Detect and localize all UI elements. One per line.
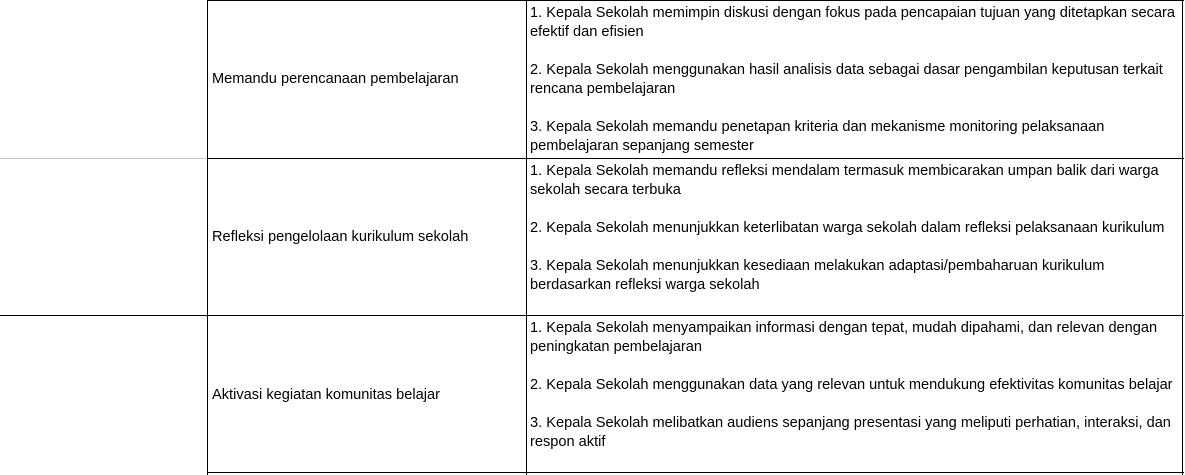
aspect-cell[interactable] xyxy=(207,0,526,158)
indicator-cell[interactable] xyxy=(526,0,1183,158)
indicator-text: 1. Kepala Sekolah menyampaikan informasi dengan tepat, mudah dipahami, dan relevan dengan peningkatan pembelajaran xyxy=(530,320,1158,355)
indicator-text: 2. Kepala Sekolah menunjukkan keterlibatan warga sekolah dalam refleksi pelaksanaan kurikulum xyxy=(530,220,1165,236)
aspect-label: Memandu perencanaan pembelajaran xyxy=(212,71,459,87)
table-row xyxy=(0,0,1185,158)
table-row xyxy=(0,158,1185,315)
indicator-text: 3. Kepala Sekolah melibatkan audiens sepanjang presentasi yang meliputi perhatian, interaksi, dan respon aktif xyxy=(530,415,1171,450)
grid-line xyxy=(0,158,207,159)
empty-cell[interactable] xyxy=(0,315,207,475)
indicator-text: 2. Kepala Sekolah menggunakan hasil analisis data sebagai dasar pengambilan keputusan terkait rencana pembelajaran xyxy=(530,62,1163,97)
indicator-text: 3. Kepala Sekolah memandu penetapan kriteria dan mekanisme monitoring pelaksanaan pembelajaran sepanjang semester xyxy=(530,119,1105,154)
aspect-cell[interactable] xyxy=(207,158,526,315)
empty-cell[interactable] xyxy=(0,0,207,158)
grid-line xyxy=(207,158,1184,159)
indicator-text: 1. Kepala Sekolah memimpin diskusi dengan fokus pada pencapaian tujuan yang ditetapkan secara efektif dan efisien xyxy=(530,5,1175,40)
indicator-cell[interactable] xyxy=(526,158,1183,315)
grid-line xyxy=(207,0,1184,1)
indicator-text: 3. Kepala Sekolah menunjukkan kesediaan melakukan adaptasi/pembaharuan kurikulum berdasarkan refleksi warga sekolah xyxy=(530,258,1105,293)
aspect-label: Refleksi pengelolaan kurikulum sekolah xyxy=(212,228,469,245)
empty-cell[interactable] xyxy=(0,158,207,315)
indicator-text: 2. Kepala Sekolah menggunakan data yang relevan untuk mendukung efektivitas komunitas belajar xyxy=(530,377,1173,393)
aspect-label: Aktivasi kegiatan komunitas belajar xyxy=(212,387,440,403)
table-row xyxy=(0,315,1185,475)
indicator-cell[interactable] xyxy=(526,315,1183,475)
grid-line xyxy=(207,472,1184,473)
aspect-cell[interactable] xyxy=(207,315,526,475)
indicator-text: 1. Kepala Sekolah memandu refleksi mendalam termasuk membicarakan umpan balik dari warga sekolah secara terbuka xyxy=(530,163,1159,198)
grid-line xyxy=(0,315,1184,316)
